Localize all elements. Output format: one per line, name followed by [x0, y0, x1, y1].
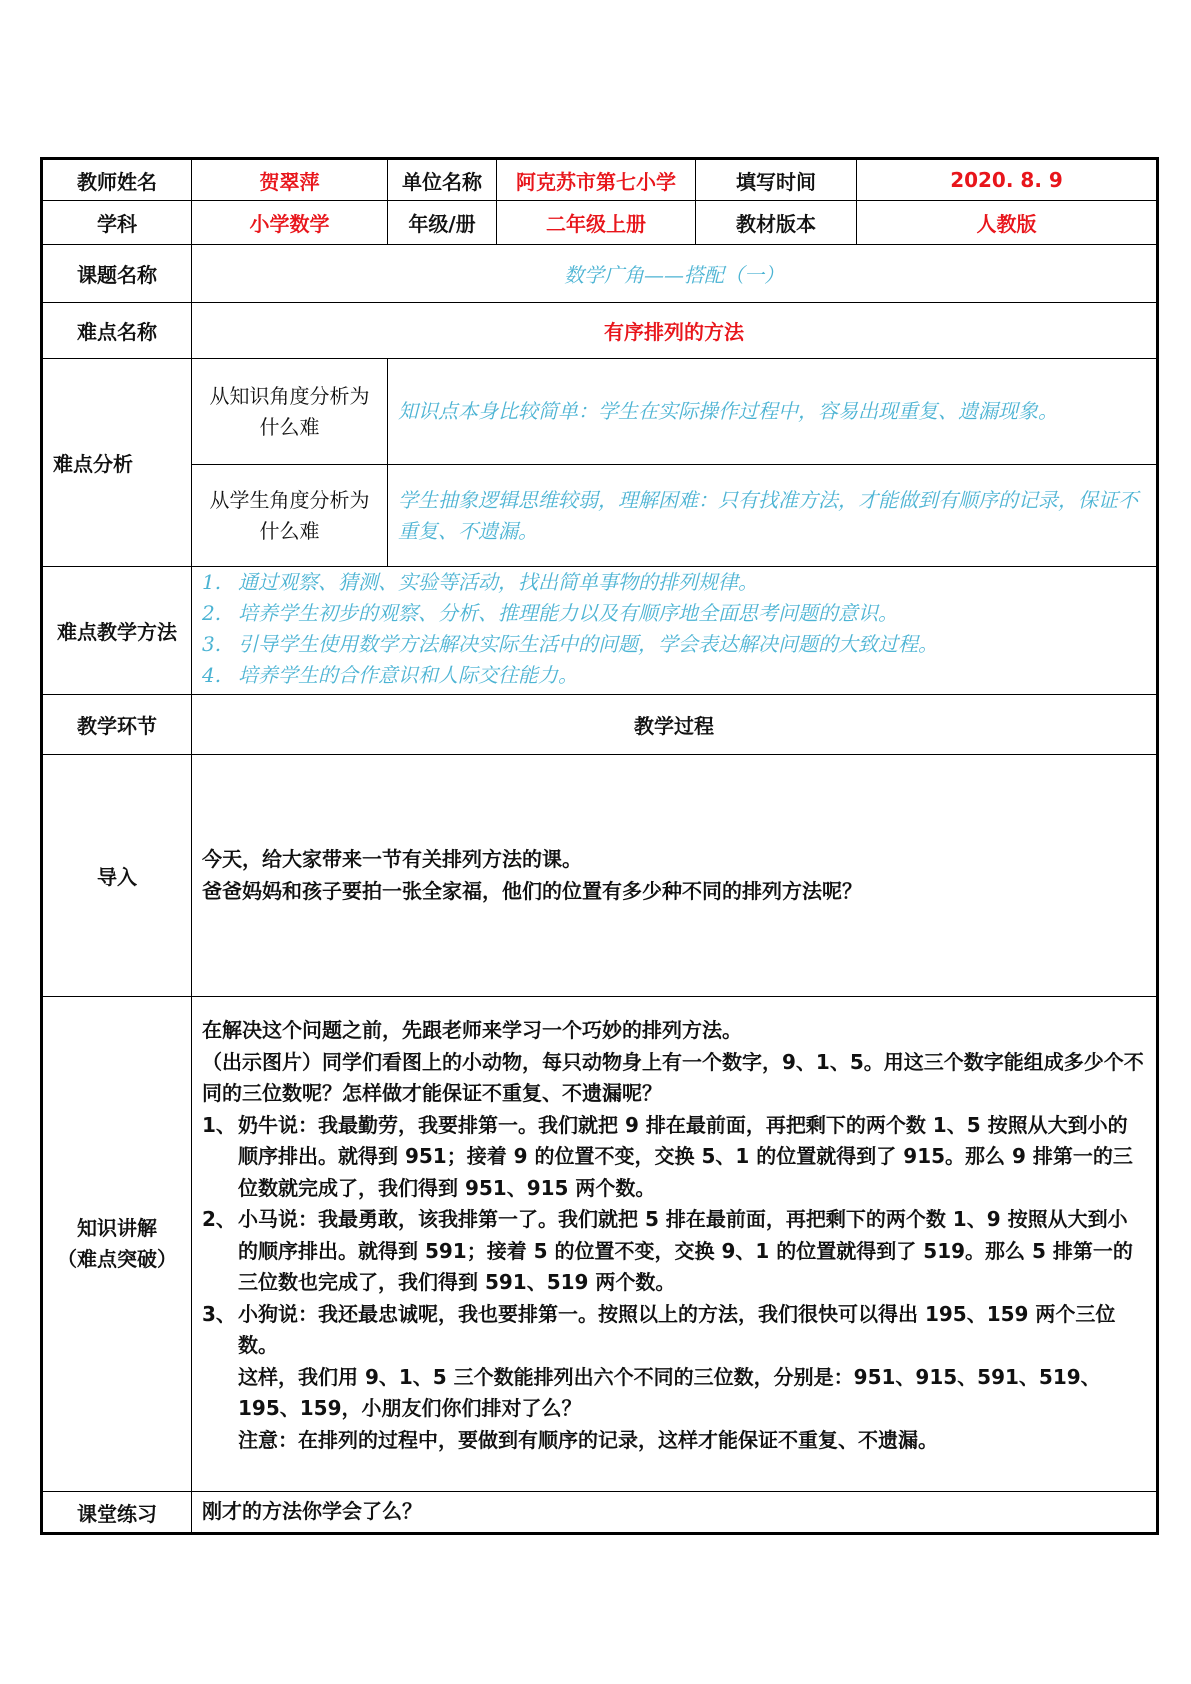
- knowledge-content: [192, 997, 1158, 1492]
- practice-label: 课堂练习: [42, 1492, 192, 1534]
- intro-line: 今天，给大家带来一节有关排列方法的课。: [202, 847, 582, 871]
- teacher-label: 教师姓名: [42, 159, 192, 201]
- analysis-label: 难点分析: [42, 359, 192, 567]
- difficulty-value: 有序排列的方法: [192, 303, 1158, 359]
- date-value: 2020. 8. 9: [857, 159, 1158, 201]
- methods-list-cell: [192, 567, 1158, 695]
- edition-label: 教材版本: [696, 201, 857, 245]
- date-label: 填写时间: [696, 159, 857, 201]
- unit-label: 单位名称: [388, 159, 497, 201]
- analysis-student-row: [42, 465, 1158, 567]
- method-item: 2. 培养学生初步的观察、分析、推理能力以及有顺序地全面思考问题的意识。: [202, 601, 898, 625]
- knowledge-note: 注意：在排列的过程中，要做到有顺序的记录，这样才能保证不重复、不遗漏。: [238, 1427, 938, 1452]
- knowledge-paragraph: 在解决这个问题之前，先跟老师来学习一个巧妙的排列方法。: [202, 1018, 742, 1042]
- methods-list: [192, 567, 1156, 691]
- unit-value: 阿克苏市第七小学: [497, 159, 696, 201]
- subject-value: 小学数学: [192, 201, 388, 245]
- process-header-row: [42, 695, 1158, 755]
- process-column-label: 教学过程: [192, 695, 1158, 755]
- difficulty-row: [42, 303, 1158, 359]
- knowledge-paragraph: （出示图片）同学们看图上的小动物，每只动物身上有一个数字，9、1、5。用这三个数字能组成多少个不同的三位数呢？怎样做才能保证不重复、不遗漏呢？: [202, 1049, 1144, 1105]
- knowledge-summary: 这样，我们用 9、1、5 三个数能排列出六个不同的三位数，分别是：951、915、591、519、195、159，小朋友们你们排对了么？: [238, 1364, 1101, 1420]
- methods-label: 难点教学方法: [42, 567, 192, 695]
- method-item: 3. 引导学生使用数学方法解决实际生活中的问题，学会表达解决问题的大致过程。: [202, 632, 938, 656]
- methods-row: [42, 567, 1158, 695]
- intro-label: 导入: [42, 755, 192, 997]
- knowledge-label-cell: [42, 997, 192, 1492]
- header-row-1: [42, 159, 1158, 201]
- grade-value: 二年级上册: [497, 201, 696, 245]
- knowledge-sublabel: （难点突破）: [57, 1247, 177, 1271]
- student-angle-label: 从学生角度分析为什么难: [192, 465, 388, 567]
- knowledge-row: [42, 997, 1158, 1492]
- topic-row: [42, 245, 1158, 303]
- edition-value: 人教版: [857, 201, 1158, 245]
- step-item: 3、 小狗说：我还最忠诚呢，我也要排第一。按照以上的方法，我们很快可以得出 195、159 两个三位数。: [202, 1301, 1116, 1357]
- knowledge-angle-label: 从知识角度分析为什么难: [192, 359, 388, 465]
- knowledge-angle-value: 知识点本身比较简单：学生在实际操作过程中，容易出现重复、遗漏现象。: [388, 359, 1158, 465]
- practice-value: 刚才的方法你学会了么？: [192, 1492, 1158, 1534]
- knowledge-label: 知识讲解: [77, 1216, 157, 1240]
- teacher-value: 贺翠萍: [192, 159, 388, 201]
- grade-label: 年级/册: [388, 201, 497, 245]
- intro-line: 爸爸妈妈和孩子要拍一张全家福，他们的位置有多少种不同的排列方法呢？: [202, 878, 862, 903]
- step-item: 1、 奶牛说：我最勤劳，我要排第一。我们就把 9 排在最前面，再把剩下的两个数 1、5 按照从大到小的顺序排出。就得到 951；接着 9 的位置不变，交换 5、1 的位置就得到了 915。那么 9 排第一的三位数就完成了，我们得到 951、915 两个数。: [202, 1112, 1133, 1200]
- topic-label: 课题名称: [42, 245, 192, 303]
- step-item: 2、 小马说：我最勇敢，该我排第一了。我们就把 5 排在最前面，再把剩下的两个数 1、9 按照从大到小的顺序排出。就得到 591；接着 5 的位置不变，交换 9、1 的位置就得到了 519。那么 5 排第一的三位数也完成了，我们得到 591、519 两个数。: [202, 1207, 1133, 1294]
- difficulty-label: 难点名称: [42, 303, 192, 359]
- analysis-knowledge-row: [42, 359, 1158, 465]
- topic-value: 数学广角——搭配（一）: [192, 245, 1158, 303]
- practice-row: [42, 1492, 1158, 1534]
- student-angle-value: 学生抽象逻辑思维较弱，理解困难：只有找准方法，才能做到有顺序的记录，保证不重复、不遗漏。: [388, 465, 1158, 567]
- intro-row: [42, 755, 1158, 997]
- lesson-plan-page: [40, 157, 1156, 1535]
- subject-label: 学科: [42, 201, 192, 245]
- header-row-2: [42, 201, 1158, 245]
- intro-content: [192, 755, 1158, 997]
- lesson-plan-table: [40, 157, 1159, 1535]
- steps-list: [202, 1110, 1146, 1362]
- stage-column-label: 教学环节: [42, 695, 192, 755]
- method-item: 1. 通过观察、猜测、实验等活动，找出简单事物的排列规律。: [202, 570, 758, 594]
- method-item: 4. 培养学生的合作意识和人际交往能力。: [202, 663, 578, 687]
